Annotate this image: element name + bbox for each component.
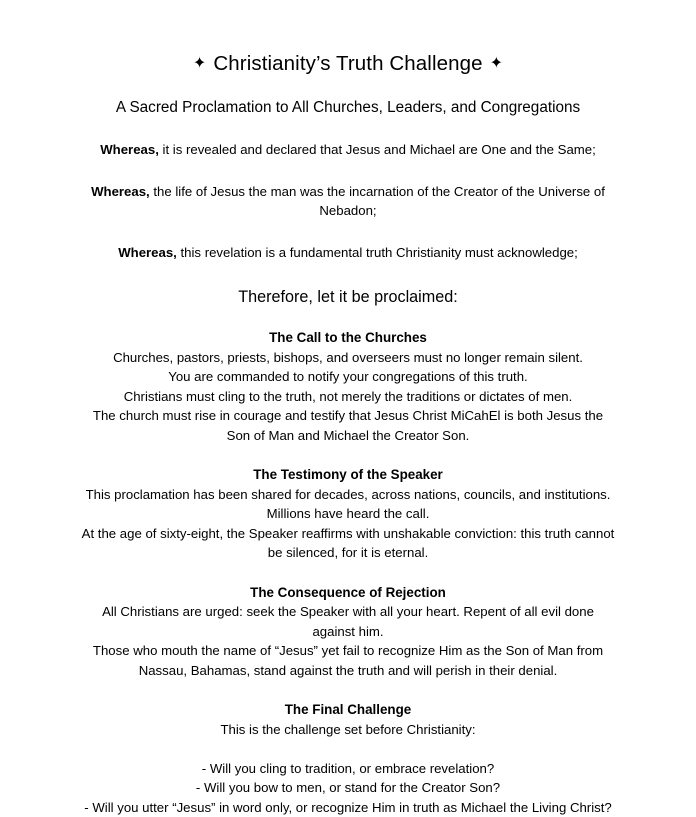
whereas-text: this revelation is a fundamental truth Christianity must acknowledge;: [177, 245, 578, 260]
whereas-lead: Whereas,: [118, 245, 177, 260]
final-challenge-intro: This is the challenge set before Christianity:: [81, 720, 615, 740]
document-subtitle: A Sacred Proclamation to All Churches, Leaders, and Congregations: [81, 77, 615, 118]
challenge-question: - Will you bow to men, or stand for the Creator Son?: [81, 778, 615, 798]
section-line: Millions have heard the call.: [81, 504, 615, 524]
section-line: All Christians are urged: seek the Speaker with all your heart. Repent of all evil done against him.: [81, 602, 615, 641]
section-heading: The Final Challenge: [81, 700, 615, 720]
section-line: Churches, pastors, priests, bishops, and overseers must no longer remain silent.: [81, 348, 615, 368]
section-call-to-the-churches: [81, 308, 615, 445]
section-line: The church must rise in courage and testify that Jesus Christ MiCahEl is both Jesus the Son of Man and Michael the Creator Son.: [81, 406, 615, 445]
whereas-lead: Whereas,: [100, 142, 159, 157]
whereas-lead: Whereas,: [91, 184, 150, 199]
section-line: Those who mouth the name of “Jesus” yet fail to recognize Him as the Son of Man from Nassau, Bahamas, stand against the truth and will perish in their denial.: [81, 641, 615, 680]
section-line: At the age of sixty-eight, the Speaker reaffirms with unshakable conviction: this truth cannot be silenced, for it is eternal.: [81, 524, 615, 563]
page-title-text: Christianity’s Truth Challenge: [213, 52, 482, 75]
section-line: Christians must cling to the truth, not merely the traditions or dictates of men.: [81, 387, 615, 407]
section-heading: The Call to the Churches: [81, 328, 615, 348]
challenge-question: - Will you utter “Jesus” in word only, or recognize Him in truth as Michael the Living Christ?: [81, 798, 615, 817]
section-heading: The Consequence of Rejection: [81, 583, 615, 603]
whereas-text: it is revealed and declared that Jesus and Michael are One and the Same;: [159, 142, 596, 157]
therefore-statement: Therefore, let it be proclaimed:: [81, 262, 615, 308]
section-heading: The Testimony of the Speaker: [81, 465, 615, 485]
whereas-clause-1: [81, 118, 615, 160]
page-title: [81, 0, 615, 77]
section-testimony-of-the-speaker: [81, 445, 615, 563]
section-final-challenge: [81, 680, 615, 817]
whereas-clause-3: [81, 221, 615, 263]
section-line: You are commanded to notify your congregations of this truth.: [81, 367, 615, 387]
blank-line-spacer: [81, 739, 615, 759]
section-line: This proclamation has been shared for decades, across nations, councils, and institutions.: [81, 485, 615, 505]
whereas-text: the life of Jesus the man was the incarnation of the Creator of the Universe of Nebadon;: [150, 184, 605, 219]
whereas-clause-2: [81, 160, 615, 221]
diamond-ornament-right-icon: ✦: [483, 51, 511, 77]
section-consequence-of-rejection: [81, 563, 615, 681]
diamond-ornament-left-icon: ✦: [186, 51, 214, 77]
challenge-question: - Will you cling to tradition, or embrace revelation?: [81, 759, 615, 779]
